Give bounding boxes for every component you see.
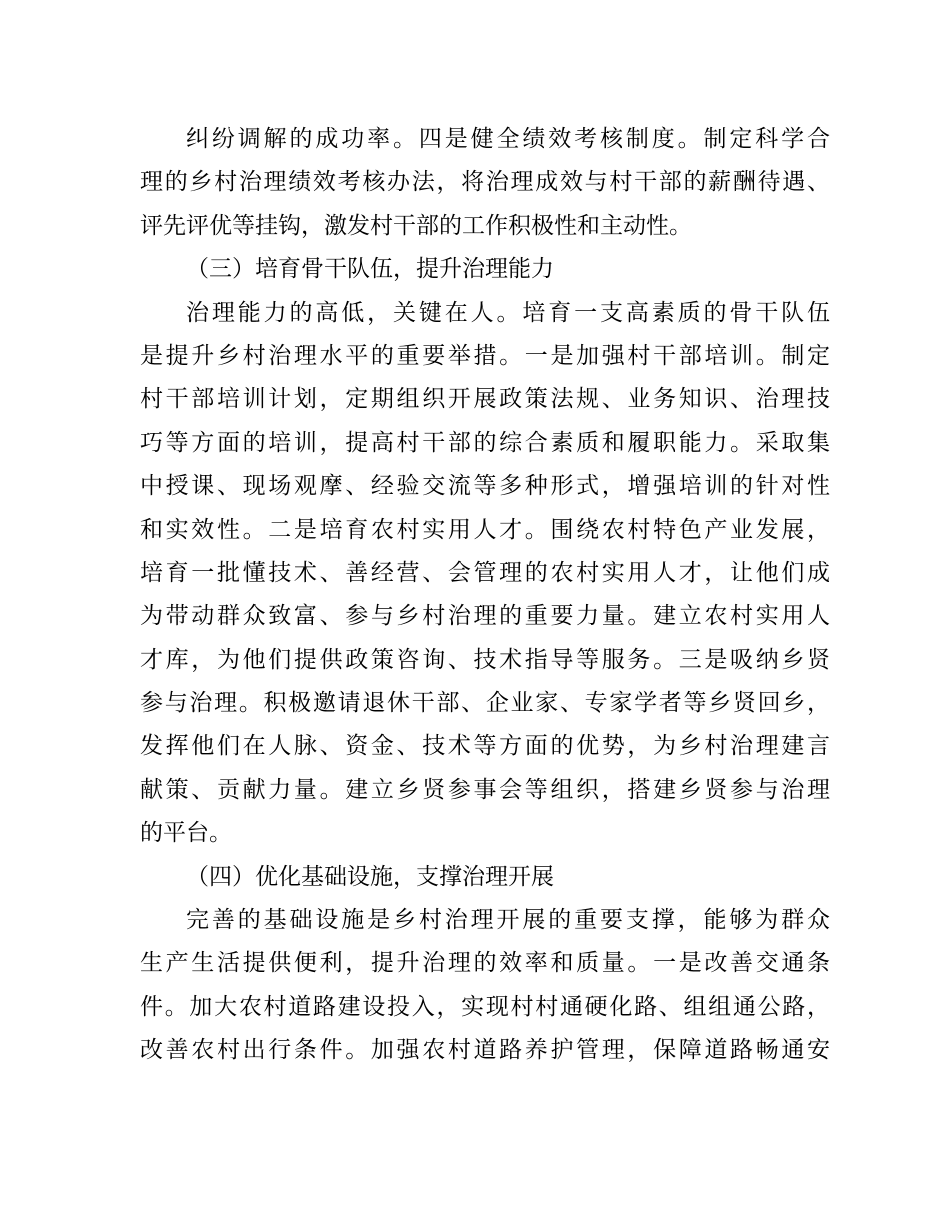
paragraph-line: 培育一批懂技术、善经营、会管理的农村实用人才，让他们成 [140,559,830,586]
paragraph-line: 的平台。 [140,820,232,847]
paragraph-line: 是提升乡村治理水平的重要举措。一是加强村干部培训。制定 [140,342,830,369]
paragraph-line: 才库，为他们提供政策咨询、技术指导等服务。三是吸纳乡贤 [140,646,830,673]
paragraph-line: 中授课、现场观摩、经验交流等多种形式，增强培训的针对性 [140,473,830,500]
section-heading: （三）培育骨干队伍，提升治理能力 [186,256,554,283]
paragraph-line: 完善的基础设施是乡村治理开展的重要支撑，能够为群众 [186,907,830,934]
paragraph-line: 纠纷调解的成功率。四是健全绩效考核制度。制定科学合 [186,126,830,152]
paragraph-line: 生产生活提供便利，提升治理的效率和质量。一是改善交通条 [140,950,830,977]
paragraph-line: 为带动群众致富、参与乡村治理的重要力量。建立农村实用人 [140,603,830,630]
document-body [140,118,830,1073]
paragraph-line: 和实效性。二是培育农村实用人才。围绕农村特色产业发展， [140,516,830,543]
section-heading: （四）优化基础设施，支撑治理开展 [186,863,554,890]
paragraph-line: 件。加大农村道路建设投入，实现村村通硬化路、组组通公路， [140,993,830,1020]
paragraph-line: 巧等方面的培训，提高村干部的综合素质和履职能力。采取集 [140,429,830,456]
paragraph-line: 村干部培训计划，定期组织开展政策法规、业务知识、治理技 [140,386,830,413]
paragraph-line: 改善农村出行条件。加强农村道路养护管理，保障道路畅通安 [140,1037,830,1064]
paragraph-line: 献策、贡献力量。建立乡贤参事会等组织，搭建乡贤参与治理 [140,776,830,803]
paragraph-line: 发挥他们在人脉、资金、技术等方面的优势，为乡村治理建言 [140,733,830,760]
paragraph-line: 评先评优等挂钩，激发村干部的工作积极性和主动性。 [140,212,692,239]
paragraph-line: 理的乡村治理绩效考核办法，将治理成效与村干部的薪酬待遇、 [140,169,830,196]
paragraph-line: 治理能力的高低，关键在人。培育一支高素质的骨干队伍 [186,299,830,326]
paragraph-line: 参与治理。积极邀请退休干部、企业家、专家学者等乡贤回乡， [140,690,830,717]
